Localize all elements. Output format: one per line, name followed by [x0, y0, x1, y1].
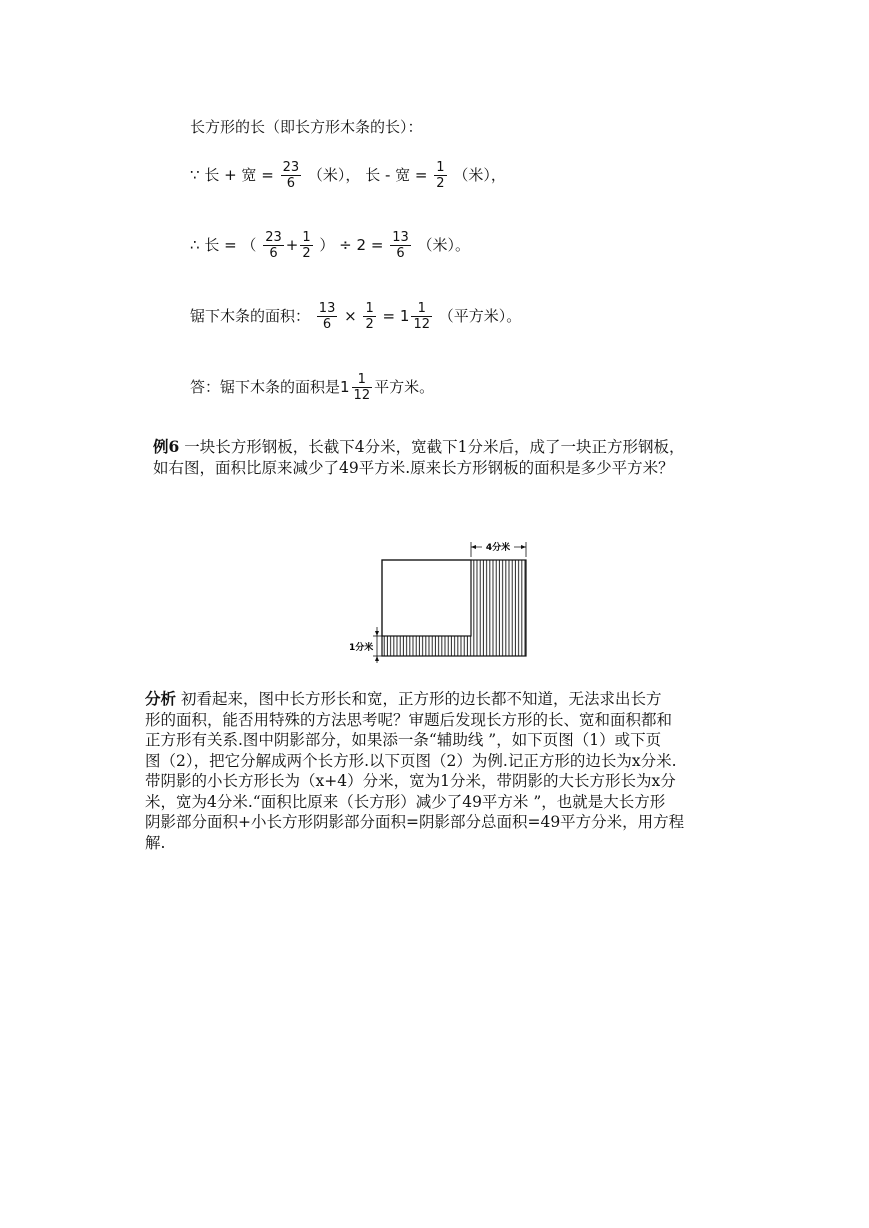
because-symbol: ∵ — [190, 166, 200, 184]
sum-text: 长 + 宽 = — [204, 166, 274, 184]
solution-line-3 — [190, 230, 470, 261]
example-line-1: 一块长方形钢板，长截下4分米，宽截下1分米后，成了一块正方形钢板， — [179, 438, 685, 456]
length-text: 长 = （ — [204, 236, 257, 254]
fraction-1-2: $\frac{1}{2}$ — [436, 160, 445, 191]
analysis-line-2: 形的面积，能否用特殊的方法思考呢？审题后发现长方形的长、宽和面积都和 — [145, 710, 673, 729]
therefore-symbol: ∴ — [190, 236, 200, 254]
analysis-label: 分析 — [145, 689, 177, 708]
area-unit: （平方米）。 — [438, 307, 522, 325]
analysis-line-8: 解. — [145, 833, 166, 852]
fraction-23-6: $\frac{23}{6}$ — [282, 160, 300, 191]
top-dimension-label: 4分米 — [485, 543, 511, 553]
remaining-square — [382, 560, 471, 636]
area-text: 锯下木条的面积： — [190, 307, 311, 325]
side-dimension-label: 1分米 — [349, 643, 374, 653]
fraction-1-2: $\frac{1}{2}$ — [365, 301, 374, 332]
equals-one: = 1 — [382, 307, 410, 325]
answer-unit: 平方米。 — [374, 378, 435, 396]
diff-unit: （米）， — [453, 166, 506, 184]
analysis-line-4: 图（2），把它分解成两个长方形.以下页图（2）为例.记正方形的边长为x分米. — [145, 751, 677, 770]
sum-unit: （米）， — [307, 166, 361, 184]
fraction-13-6: $\frac{13}{6}$ — [318, 301, 336, 332]
times-sign: × — [344, 307, 357, 325]
steel-plate-figure — [345, 535, 545, 665]
solution-line-1: 长方形的长（即长方形木条的长）： — [190, 118, 423, 136]
shaded-strip-bottom — [382, 636, 471, 656]
diff-text: 长 - 宽 = — [365, 166, 428, 184]
example-line-2: 如右图，面积比原来减少了49平方米.原来长方形钢板的面积是多少平方米？ — [153, 458, 674, 477]
solution-line-2 — [190, 160, 506, 191]
fraction-1-12: $\frac{1}{12}$ — [353, 372, 371, 403]
length-unit: （米）。 — [417, 236, 471, 254]
fraction-1-12: $\frac{1}{12}$ — [413, 301, 430, 332]
plus-sign: + — [285, 236, 299, 254]
answer-text: 答：锯下木条的面积是1 — [190, 378, 350, 396]
fraction-1-2: $\frac{1}{2}$ — [302, 230, 311, 261]
fraction-23-6: $\frac{23}{6}$ — [265, 230, 282, 261]
analysis-section — [145, 689, 684, 853]
analysis-line-3: 正方形有关系.图中阴影部分，如果添一条“辅助线 ”，如下页图（1）或下页 — [145, 731, 662, 749]
analysis-line-5: 带阴影的小长方形长为（x+4）分米，宽为1分米，带阴影的大长方形长为x分 — [145, 772, 676, 790]
analysis-line-6: 米，宽为4分米.“面积比原来（长方形）减少了49平方米 ”，也就是大长方形 — [145, 792, 666, 811]
solution-line-4 — [190, 301, 521, 332]
analysis-line-1: 初看起来，图中长方形长和宽，正方形的边长都不知道，无法求出长方 — [176, 690, 662, 708]
example-label: 例6 — [153, 437, 180, 456]
fraction-13-6: $\frac{13}{6}$ — [392, 230, 409, 261]
shaded-strip-right — [471, 560, 526, 656]
analysis-line-7: 阴影部分面积+小长方形阴影部分面积=阴影部分总面积=49平方分米，用方程 — [145, 813, 685, 831]
solution-answer — [190, 372, 434, 403]
example-6-problem — [153, 437, 684, 478]
divide-text: ） ÷ 2 = — [319, 236, 384, 254]
